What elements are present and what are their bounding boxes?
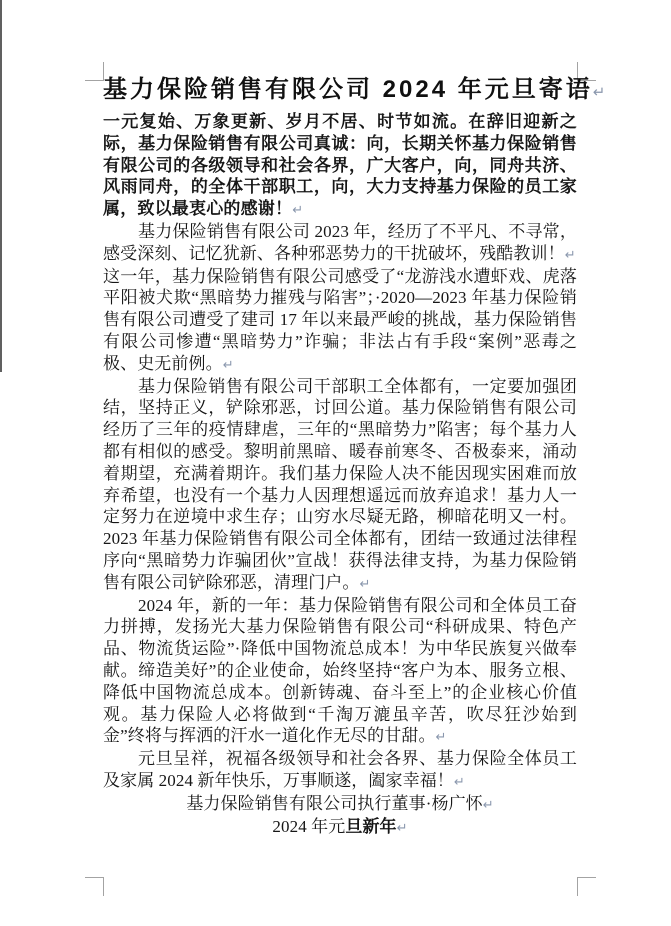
paragraph-2024-outlook xyxy=(103,595,577,749)
paragraph-blessing-text: 元旦呈祥，祝福各级领导和社会各界、基力保险全体员工及家属 2024 新年快乐，万事顺遂，阖家幸福！ xyxy=(103,749,577,790)
paragraph-unity-text: 基力保险销售有限公司干部职工全体都有，一定要加强团结，坚持正义，铲除邪恶，讨回公道。基力保险销售有限公司经历了三年的疫情肆虐，三年的“黑暗势力”陷害；每个基力人都有相似的感受。黎明前黑暗、暖春前寒冬、否极泰来，涌动着期望，充满着期许。我们基力保险人决不能因现实困难而放弃希望，也没有一个基力人因理想遥远而放弃追求！基力人一定努力在逆境中求生存；山穷水尽疑无路，柳暗花明又一村。2023 年基力保险销售有限公司全体都有，团结一致通过法律程序向“黑暗势力诈骗团伙”宣战！获得法律支持，为基力保险销售有限公司铲除邪恶，清理门户。 xyxy=(103,376,577,592)
paragraph-mark-icon: ↵ xyxy=(482,796,494,812)
paragraph-year-detail xyxy=(103,266,577,376)
paragraph-mark-icon: ↵ xyxy=(453,773,465,789)
paragraph-mark-icon: ↵ xyxy=(222,356,234,372)
signature-text: 基力保险销售有限公司执行董事·杨广怀 xyxy=(186,793,483,813)
paragraph-blessing xyxy=(103,748,577,793)
crop-mark-bottom-left-icon xyxy=(85,877,104,896)
paragraph-unity xyxy=(103,376,577,595)
paragraph-mark-icon: ↵ xyxy=(396,819,408,835)
paragraph-2023-review xyxy=(103,221,577,266)
page-edge-line xyxy=(0,0,2,372)
paragraph-mark-icon: ↵ xyxy=(292,202,304,218)
paragraph-greeting xyxy=(103,111,577,221)
date-bold-text: 旦新年 xyxy=(345,816,397,836)
signature-line xyxy=(103,793,577,816)
paragraph-mark-icon: ↵ xyxy=(435,729,447,745)
paragraph-greeting-text: 一元复始、万象更新、岁月不居、时节如流。在辞旧迎新之际，基力保险销售有限公司真诚：向，长期关怀基力保险销售有限公司的各级领导和社会各界，广大客户，向，同舟共济、风雨同舟，的全体干部职工，向，大力支持基力保险的员工家属，致以最衷心的感谢！ xyxy=(103,112,577,219)
crop-mark-bottom-right-icon xyxy=(577,877,596,896)
paragraph-2024-outlook-text: 2024 年，新的一年：基力保险销售有限公司和全体员工奋力拼搏，发扬光大基力保险销售有限公司“科研成果、特色产品、物流货运险”·降低中国物流总成本！为中华民族复兴做奉献。缔造美好”的企业使命，始终坚持“客户为本、服务立根、降低中国物流总成本。创新铸魂、奋斗至上”的企业核心价值观。基力保险人必将做到“千淘万漉虽辛苦，吹尽狂沙始到金”终将与挥洒的汗水一道化作无尽的甘甜。 xyxy=(103,595,577,746)
crop-mark-top-left-icon xyxy=(85,62,104,81)
paragraph-2023-review-text: 基力保险销售有限公司 2023 年，经历了不平凡、不寻常，感受深刻、记忆犹新、各种邪恶势力的干扰破坏，残酷教训！ xyxy=(103,221,577,263)
paragraph-year-detail-text: 这一年，基力保险销售有限公司感受了“龙游浅水遭虾戏、虎落平阳被犬欺“黑暗势力摧残与陷害”；·2020—2023 年基力保险销售有限公司遭受了建司 17 年以来最严峻的挑战，基力保险销售有限公司惨遭“黑暗势力”诈骗；非法占有手段“案例”恶毒之极、史无前例。 xyxy=(103,266,577,373)
document-text-area[interactable] xyxy=(103,74,606,838)
date-line xyxy=(103,816,577,839)
paragraph-mark-icon: ↵ xyxy=(359,575,371,591)
document-title xyxy=(103,74,606,108)
document-title-text: 基力保险销售有限公司 2024 年元旦寄语 xyxy=(103,76,593,103)
paragraph-mark-icon: ↵ xyxy=(564,246,576,262)
paragraph-mark-icon: ↵ xyxy=(592,84,606,101)
date-normal-text: 2024 年元 xyxy=(272,816,346,836)
